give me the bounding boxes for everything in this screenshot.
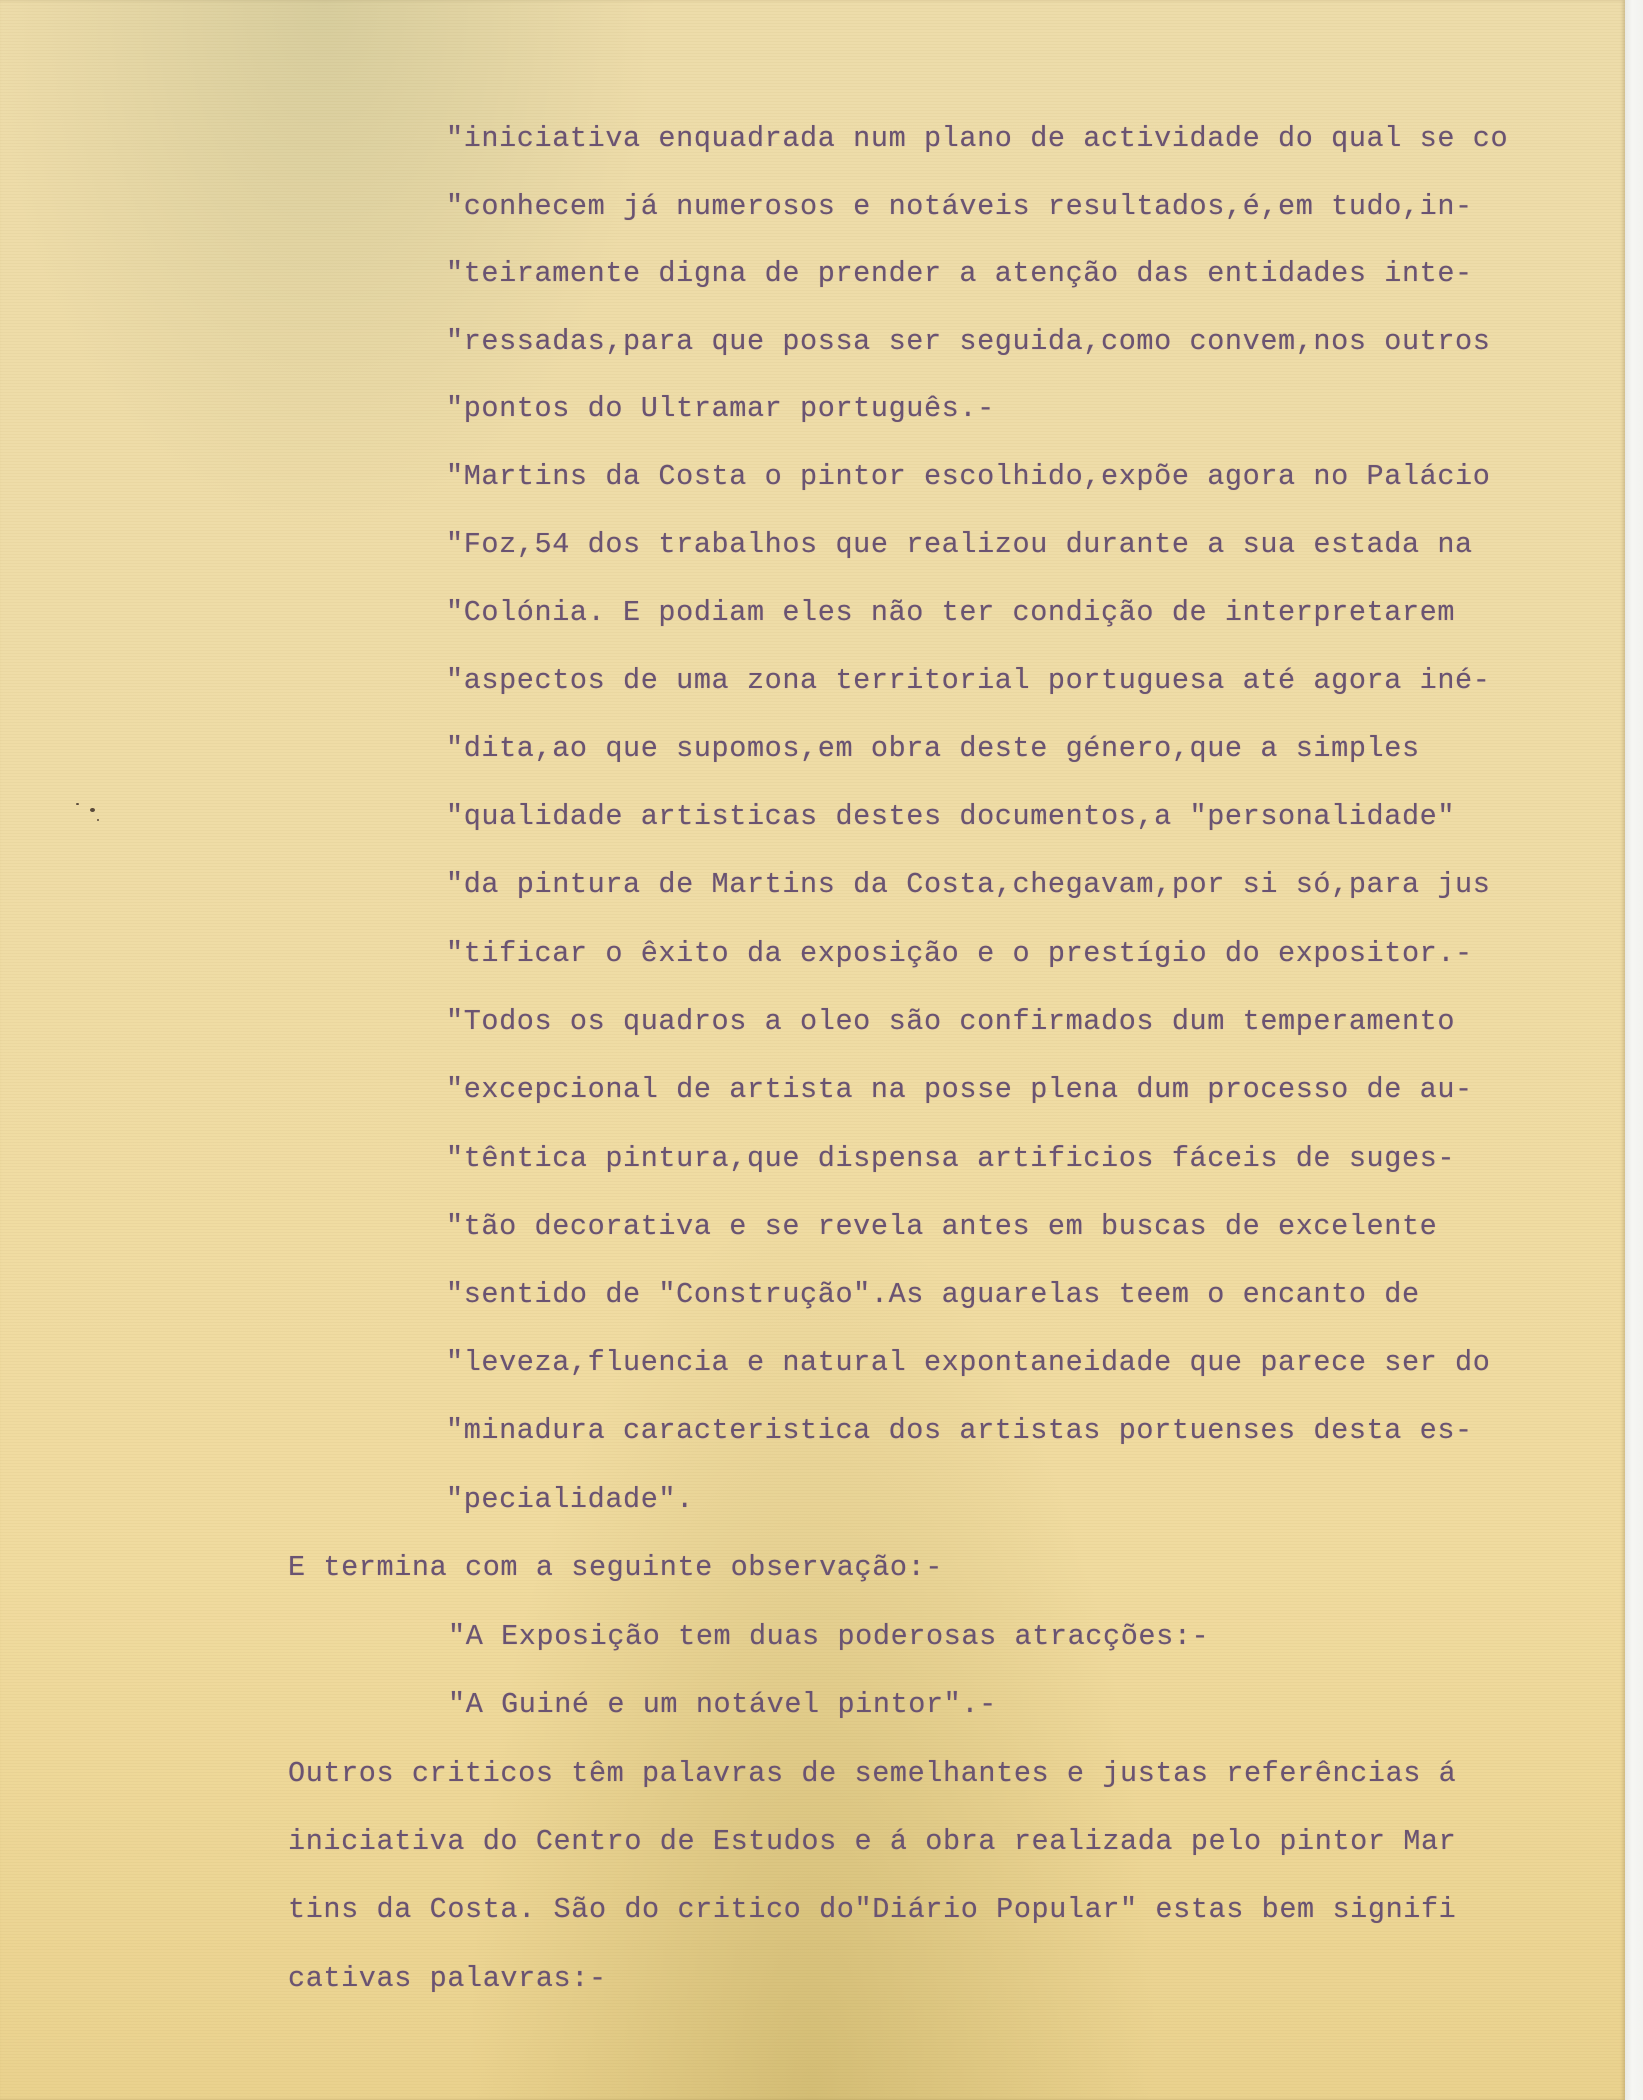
- text-line: tins da Costa. São do critico do"Diário Popular" estas bem signifi: [288, 1893, 1457, 1926]
- text-line: "dita,ao que supomos,em obra deste género,que a simples: [446, 732, 1420, 765]
- text-line: "conhecem já numerosos e notáveis resultados,é,em tudo,in-: [446, 190, 1473, 223]
- text-line: "pecialidade".: [446, 1483, 694, 1516]
- text-line: "Foz,54 dos trabalhos que realizou durante a sua estada na: [446, 528, 1473, 561]
- text-line: "Colónia. E podiam eles não ter condição de interpretarem: [446, 596, 1456, 629]
- text-line: "leveza,fluencia e natural expontaneidade que parece ser do: [446, 1346, 1491, 1379]
- ink-speck: [90, 808, 95, 812]
- ink-speck: [97, 819, 99, 821]
- text-line: "tificar o êxito da exposição e o prestígio do expositor.-: [446, 937, 1473, 970]
- text-line: "excepcional de artista na posse plena dum processo de au-: [446, 1073, 1473, 1106]
- text-line: "tão decorativa e se revela antes em buscas de excelente: [446, 1210, 1438, 1243]
- text-line: "A Guiné e um notável pintor".-: [448, 1688, 997, 1721]
- text-line: "minadura caracteristica dos artistas portuenses desta es-: [446, 1414, 1473, 1447]
- text-line: "ressadas,para que possa ser seguida,como convem,nos outros: [446, 325, 1491, 358]
- text-line: "teiramente digna de prender a atenção das entidades inte-: [446, 257, 1473, 290]
- text-line: "A Exposição tem duas poderosas atracções:-: [448, 1620, 1210, 1653]
- text-line: "pontos do Ultramar português.-: [446, 392, 995, 425]
- text-line: "iniciativa enquadrada num plano de actividade do qual se co: [446, 122, 1509, 155]
- text-line: E termina com a seguinte observação:-: [288, 1551, 944, 1584]
- scan-margin: [1625, 0, 1643, 2100]
- text-line: Outros criticos têm palavras de semelhantes e justas referências á: [288, 1757, 1457, 1790]
- ink-speck: [76, 803, 79, 805]
- text-line: "têntica pintura,que dispensa artificios fáceis de suges-: [446, 1142, 1456, 1175]
- text-line: "qualidade artisticas destes documentos,a "personalidade": [446, 800, 1456, 833]
- text-line: "da pintura de Martins da Costa,chegavam,por si só,para jus: [446, 868, 1491, 901]
- text-line: "Todos os quadros a oleo são confirmados dum temperamento: [446, 1005, 1456, 1038]
- text-line: "aspectos de uma zona territorial portuguesa até agora iné-: [446, 664, 1491, 697]
- text-line: "Martins da Costa o pintor escolhido,expõe agora no Palácio: [446, 460, 1491, 493]
- text-line: "sentido de "Construção".As aguarelas teem o encanto de: [446, 1278, 1420, 1311]
- text-line: cativas palavras:-: [288, 1962, 607, 1995]
- text-line: iniciativa do Centro de Estudos e á obra realizada pelo pintor Mar: [288, 1825, 1457, 1858]
